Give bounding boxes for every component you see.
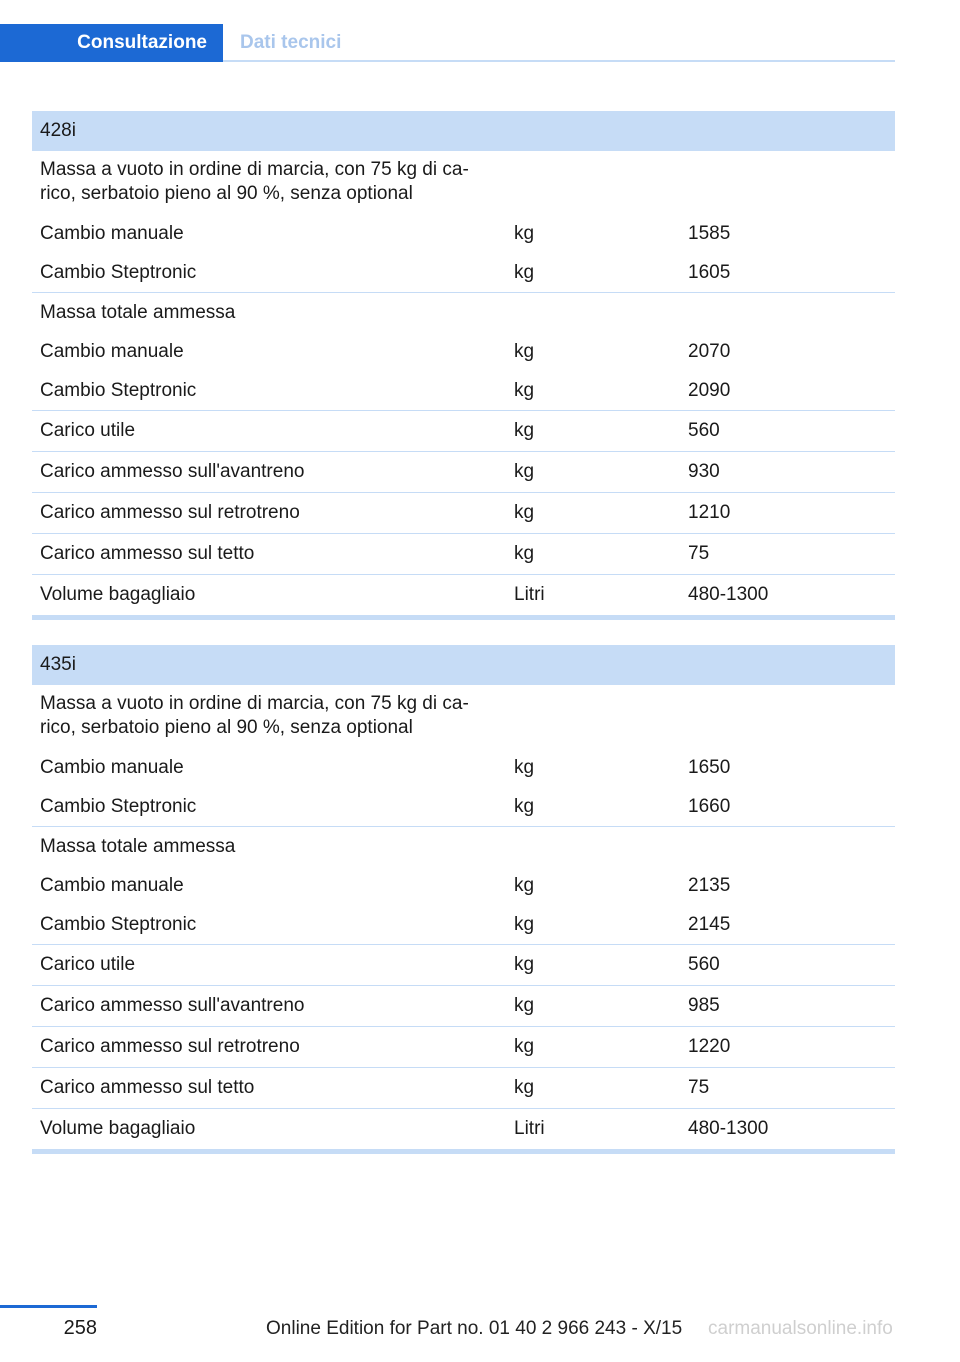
row-unit: kg xyxy=(514,420,535,441)
watermark: carmanualsonline.info xyxy=(708,1318,893,1339)
table-row xyxy=(32,945,895,986)
spec-table-435i xyxy=(32,645,895,1154)
row-label: Carico ammesso sul retrotreno xyxy=(40,1036,300,1057)
row-value: 1650 xyxy=(688,756,731,778)
row-label: Cambio manuale xyxy=(40,222,184,244)
row-value: 75 xyxy=(688,543,710,564)
row-label: Cambio Steptronic xyxy=(40,795,197,817)
row-unit: kg xyxy=(514,340,535,362)
row-unit: kg xyxy=(514,1077,535,1098)
row-unit: kg xyxy=(514,379,535,401)
section-label: Massa totale ammessa xyxy=(40,835,236,857)
row-unit: kg xyxy=(514,222,535,244)
row-unit: kg xyxy=(514,461,535,482)
row-value: 560 xyxy=(688,420,720,441)
table-row xyxy=(32,214,895,253)
row-label: Cambio Steptronic xyxy=(40,379,197,401)
row-value: 1660 xyxy=(688,795,731,817)
table-row-description xyxy=(32,685,895,748)
row-value: 1220 xyxy=(688,1036,731,1057)
row-label: Cambio manuale xyxy=(40,874,184,896)
table-row xyxy=(32,253,895,293)
header-tabs xyxy=(0,24,895,62)
table-row xyxy=(32,411,895,452)
spec-table-428i xyxy=(32,111,895,620)
row-unit: kg xyxy=(514,543,535,564)
table-row xyxy=(32,866,895,905)
table-row xyxy=(32,986,895,1027)
row-unit: kg xyxy=(514,874,535,896)
table-row xyxy=(32,1068,895,1109)
tab-consultazione-label: Consultazione xyxy=(77,32,207,53)
table-row-section xyxy=(32,827,895,866)
table-row xyxy=(32,493,895,534)
row-value: 2090 xyxy=(688,379,731,401)
row-label: Carico ammesso sull'avantreno xyxy=(40,995,305,1016)
row-value: 75 xyxy=(688,1077,710,1098)
row-unit: Litri xyxy=(514,1118,545,1139)
row-value: 480-1300 xyxy=(688,584,769,605)
row-label: Cambio manuale xyxy=(40,340,184,362)
row-label: Volume bagagliaio xyxy=(40,1118,196,1139)
table-row xyxy=(32,748,895,787)
table-row xyxy=(32,452,895,493)
table-title: 428i xyxy=(32,111,895,151)
table-row-section xyxy=(32,293,895,332)
row-label: Carico ammesso sul tetto xyxy=(40,543,255,564)
table-row-description xyxy=(32,151,895,214)
tab-consultazione[interactable] xyxy=(0,24,223,62)
row-value: 2145 xyxy=(688,913,731,935)
table-row xyxy=(32,787,895,827)
table-row xyxy=(32,1109,895,1149)
header-divider xyxy=(223,60,895,62)
row-value: 560 xyxy=(688,954,720,975)
row-value: 930 xyxy=(688,461,720,482)
table-row xyxy=(32,1027,895,1068)
footer-accent-line xyxy=(0,1305,97,1308)
table-row xyxy=(32,575,895,615)
section-label: Massa totale ammessa xyxy=(40,301,236,323)
row-label: Carico ammesso sul retrotreno xyxy=(40,502,300,523)
row-label: Cambio Steptronic xyxy=(40,913,197,935)
table-row xyxy=(32,534,895,575)
row-label: Carico ammesso sull'avantreno xyxy=(40,461,305,482)
row-value: 1585 xyxy=(688,222,731,244)
row-value: 2135 xyxy=(688,874,731,896)
row-unit: kg xyxy=(514,756,535,778)
row-label: Massa a vuoto in ordine di marcia, con 75 kg di ca- rico, serbatoio pieno al 90 %, senza optional xyxy=(40,159,469,204)
row-unit: kg xyxy=(514,1036,535,1057)
tab-dati-tecnici[interactable] xyxy=(240,24,341,62)
row-value: 1210 xyxy=(688,502,731,523)
table-end-bar xyxy=(32,615,895,620)
row-unit: kg xyxy=(514,913,535,935)
table-title: 435i xyxy=(32,645,895,685)
row-unit: kg xyxy=(514,795,535,817)
page-number: 258 xyxy=(63,1317,97,1339)
row-label: Cambio manuale xyxy=(40,756,184,778)
row-unit: kg xyxy=(514,995,535,1016)
row-label: Cambio Steptronic xyxy=(40,261,197,283)
tab-dati-tecnici-label: Dati tecnici xyxy=(240,32,342,53)
row-unit: Litri xyxy=(514,584,545,605)
row-unit: kg xyxy=(514,502,535,523)
row-label: Carico utile xyxy=(40,420,136,441)
row-label: Volume bagagliaio xyxy=(40,584,196,605)
row-value: 985 xyxy=(688,995,720,1016)
row-value: 2070 xyxy=(688,340,731,362)
table-row xyxy=(32,332,895,371)
row-label: Carico utile xyxy=(40,954,136,975)
row-value: 1605 xyxy=(688,261,731,283)
table-row xyxy=(32,905,895,945)
row-unit: kg xyxy=(514,954,535,975)
row-value: 480-1300 xyxy=(688,1118,769,1139)
row-unit: kg xyxy=(514,261,535,283)
row-label: Carico ammesso sul tetto xyxy=(40,1077,255,1098)
table-row xyxy=(32,371,895,411)
edition-text: Online Edition for Part no. 01 40 2 966 243 - X/15 xyxy=(266,1318,683,1339)
table-end-bar xyxy=(32,1149,895,1154)
row-label: Massa a vuoto in ordine di marcia, con 75 kg di ca- rico, serbatoio pieno al 90 %, senza optional xyxy=(40,693,469,738)
